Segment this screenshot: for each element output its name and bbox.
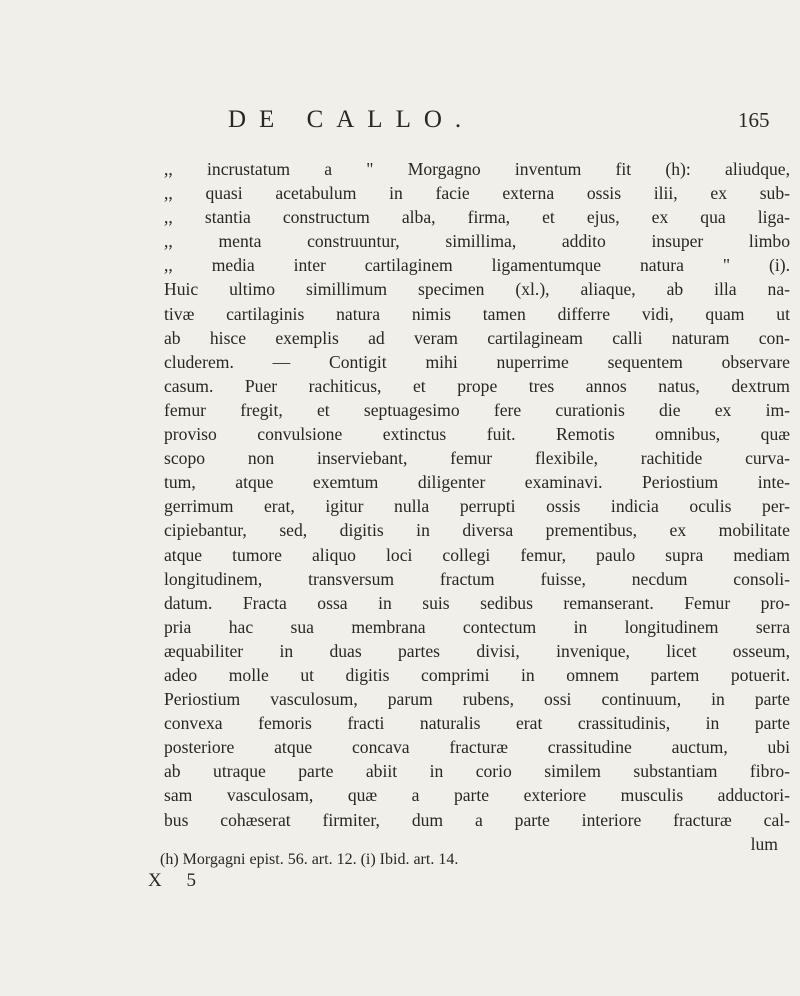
text-line: ,, media inter cartilaginem ligamentumque natura " (i). (164, 255, 790, 276)
text-line: æquabiliter in duas partes divisi, invenique, licet osseum, (164, 640, 790, 661)
text-line: ab utraque parte abiit in corio similem substantiam fibro- (164, 761, 790, 782)
page-header (0, 106, 800, 146)
text-line: ,, menta construuntur, simillima, addito insuper limbo (164, 231, 790, 252)
text-line: convexa femoris fracti naturalis erat crassitudinis, in parte (164, 713, 790, 734)
signature-mark: X 5 (148, 870, 206, 891)
text-line: sam vasculosam, quæ a parte exteriore musculis adductori- (164, 785, 790, 806)
text-line: posteriore atque concava fracturæ crassitudine auctum, ubi (164, 737, 790, 758)
text-line: proviso convulsione extinctus fuit. Remotis omnibus, quæ (164, 424, 790, 445)
text-line: atque tumore aliquo loci collegi femur, paulo supra mediam (164, 544, 790, 565)
text-line: cluderem. — Contigit mihi nuperrime sequentem observare (164, 351, 790, 372)
text-line: ,, stantia constructum alba, firma, et ejus, ex qua liga- (164, 207, 790, 228)
text-line: femur fregit, et septuagesimo fere curationis die ex im- (164, 399, 790, 420)
text-line: ,, quasi acetabulum in facie externa ossis ilii, ex sub- (164, 183, 790, 204)
text-line: adeo molle ut digitis comprimi in omnem partem potuerit. (164, 664, 790, 685)
running-title: DE CALLO. (228, 106, 475, 133)
text-line: Huic ultimo simillimum specimen (xl.), aliaque, ab illa na- (164, 279, 790, 300)
text-line: pria hac sua membrana contectum in longitudinem serra (164, 616, 790, 637)
text-line: casum. Puer rachiticus, et prope tres annos natus, dextrum (164, 375, 790, 396)
text-line: gerrimum erat, igitur nulla perrupti ossis indicia oculis per- (164, 496, 790, 517)
text-line: lum (750, 833, 778, 854)
text-line: tivæ cartilaginis natura nimis tamen differre vidi, quam ut (164, 303, 790, 324)
footnotes: (h) Morgagni epist. 56. art. 12. (i) Ibid. art. 14. (160, 851, 459, 868)
body-text (164, 157, 790, 856)
text-line: scopo non inserviebant, femur flexibile, rachitide curva- (164, 448, 790, 469)
text-line: ab hisce exemplis ad veram cartilagineam calli naturam con- (164, 327, 790, 348)
text-line: ,, incrustatum a " Morgagno inventum fit (h): aliudque, (164, 159, 790, 179)
text-line: tum, atque exemtum diligenter examinavi. Periostium inte- (164, 472, 790, 493)
text-line: bus cohæserat firmiter, dum a parte interiore fracturæ cal- (164, 809, 790, 830)
page-number: 165 (738, 108, 770, 132)
text-line: cipiebantur, sed, digitis in diversa prementibus, ex mobilitate (164, 520, 790, 541)
text-line: Periostium vasculosum, parum rubens, ossi continuum, in parte (164, 689, 790, 710)
text-line: datum. Fracta ossa in suis sedibus remanserant. Femur pro- (164, 592, 790, 613)
text-line: longitudinem, transversum fractum fuisse, necdum consoli- (164, 568, 790, 589)
